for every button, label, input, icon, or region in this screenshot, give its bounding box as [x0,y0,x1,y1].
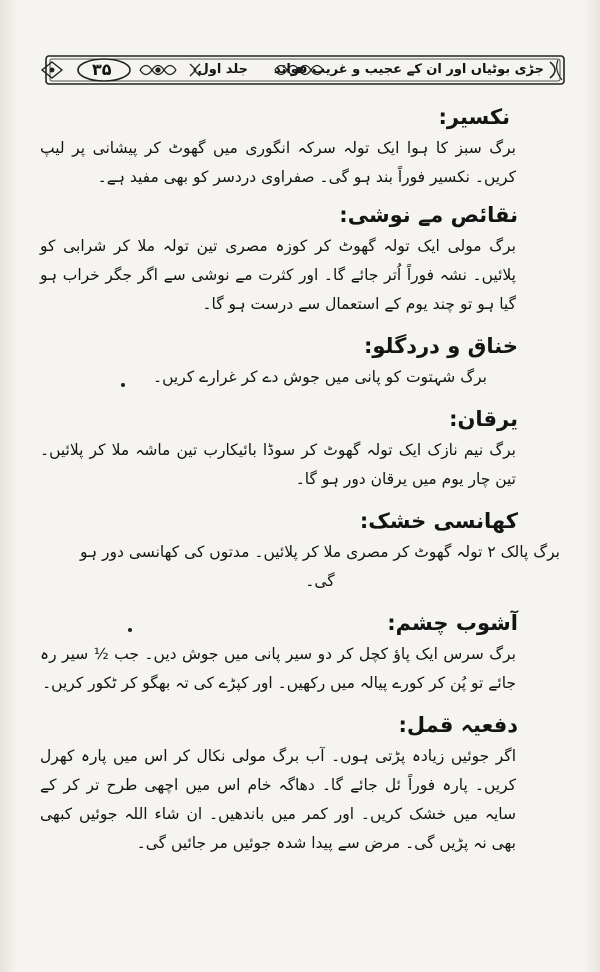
page-number: ۳۵ [92,60,112,79]
section-yarqan [40,402,560,494]
section-khunnaq-o-dard-e-gulu [40,329,560,392]
section-naqais-mai-noshi [40,198,560,319]
section-heading: نقائص مے نوشی: [339,203,518,227]
section-body: اگر جوئیں زیادہ پڑتی ہوں۔ آب برگ مولی نکال کر اس میں پارہ کھرل کریں۔ پارہ فوراً ئل جائے گا۔ دھاگہ خام اس میں اچھی طرح تر کر کے سایہ میں خشک کریں۔ اور کمر میں باندھیں۔ ان شاء اللہ جوئیں کبھی بھی نہ پڑیں گی۔ مرض سے پیدا شدہ جوئیں مر جائیں گی۔ [40,747,516,852]
book-title: جڑی بوٹیاں اور ان کے عجیب و غریب فوائد [273,62,544,77]
stray-ink-dot [128,628,132,632]
section-body: برگ نیم نازک ایک تولہ گھوٹ کر سوڈا بائیکارب تین ماشہ ملا کر پلائیں۔ تین چار یوم میں یرقان دور ہو گا۔ [40,441,516,488]
section-ashob-e-chashm [40,606,560,698]
section-body: برگ شہتوت کو پانی میں جوش دے کر غرارے کریں۔ [153,368,487,386]
section-body: برگ سرس ایک پاؤ کچل کر دو سیر پانی میں جوش دیں۔ جب ½ سیر رہ جائے تو پُن کر کورے پیالہ میں رکھیں۔ اور کپڑے کی تہ بھگو کر ٹکور کریں۔ [40,645,516,692]
section-heading: یرقان: [449,407,518,431]
section-heading: آشوب چشم: [387,611,518,635]
section-naksir [40,100,560,192]
section-dafiya-qaml [40,708,560,858]
stray-ink-dot [121,383,125,387]
volume-label: جلد اول [197,62,248,77]
section-heading: نکسیر: [438,105,510,129]
section-heading: خناق و دردگلو: [363,334,518,358]
section-body: برگ مولی ایک تولہ گھوٹ کر کوزہ مصری تین تولہ ملا کر شرابی کو پلائیں۔ نشہ فوراً اُتر جائے گا۔ اور کثرت مے نوشی سے اگر جگر خراب ہو گیا ہو تو چند یوم کے استعمال سے درست ہو گا۔ [40,237,516,313]
section-heading: دفعیہ قمل: [398,713,518,737]
page-header [40,52,570,88]
section-heading: کھانسی خشک: [359,509,518,533]
page-content [40,98,560,858]
section-body: برگ پالک ۲ تولہ گھوٹ کر مصری ملا کر پلائیں۔ مدتوں کی کھانسی دور ہو گی۔ [80,543,560,590]
section-khansi-khushk [40,504,560,596]
section-body: برگ سبز کا ہوا ایک تولہ سرکہ انگوری میں گھوٹ کر پیشانی پر لیپ کریں۔ نکسیر فوراً بند ہو گی۔ صفراوی دردسر کو بھی مفید ہے۔ [40,139,516,186]
